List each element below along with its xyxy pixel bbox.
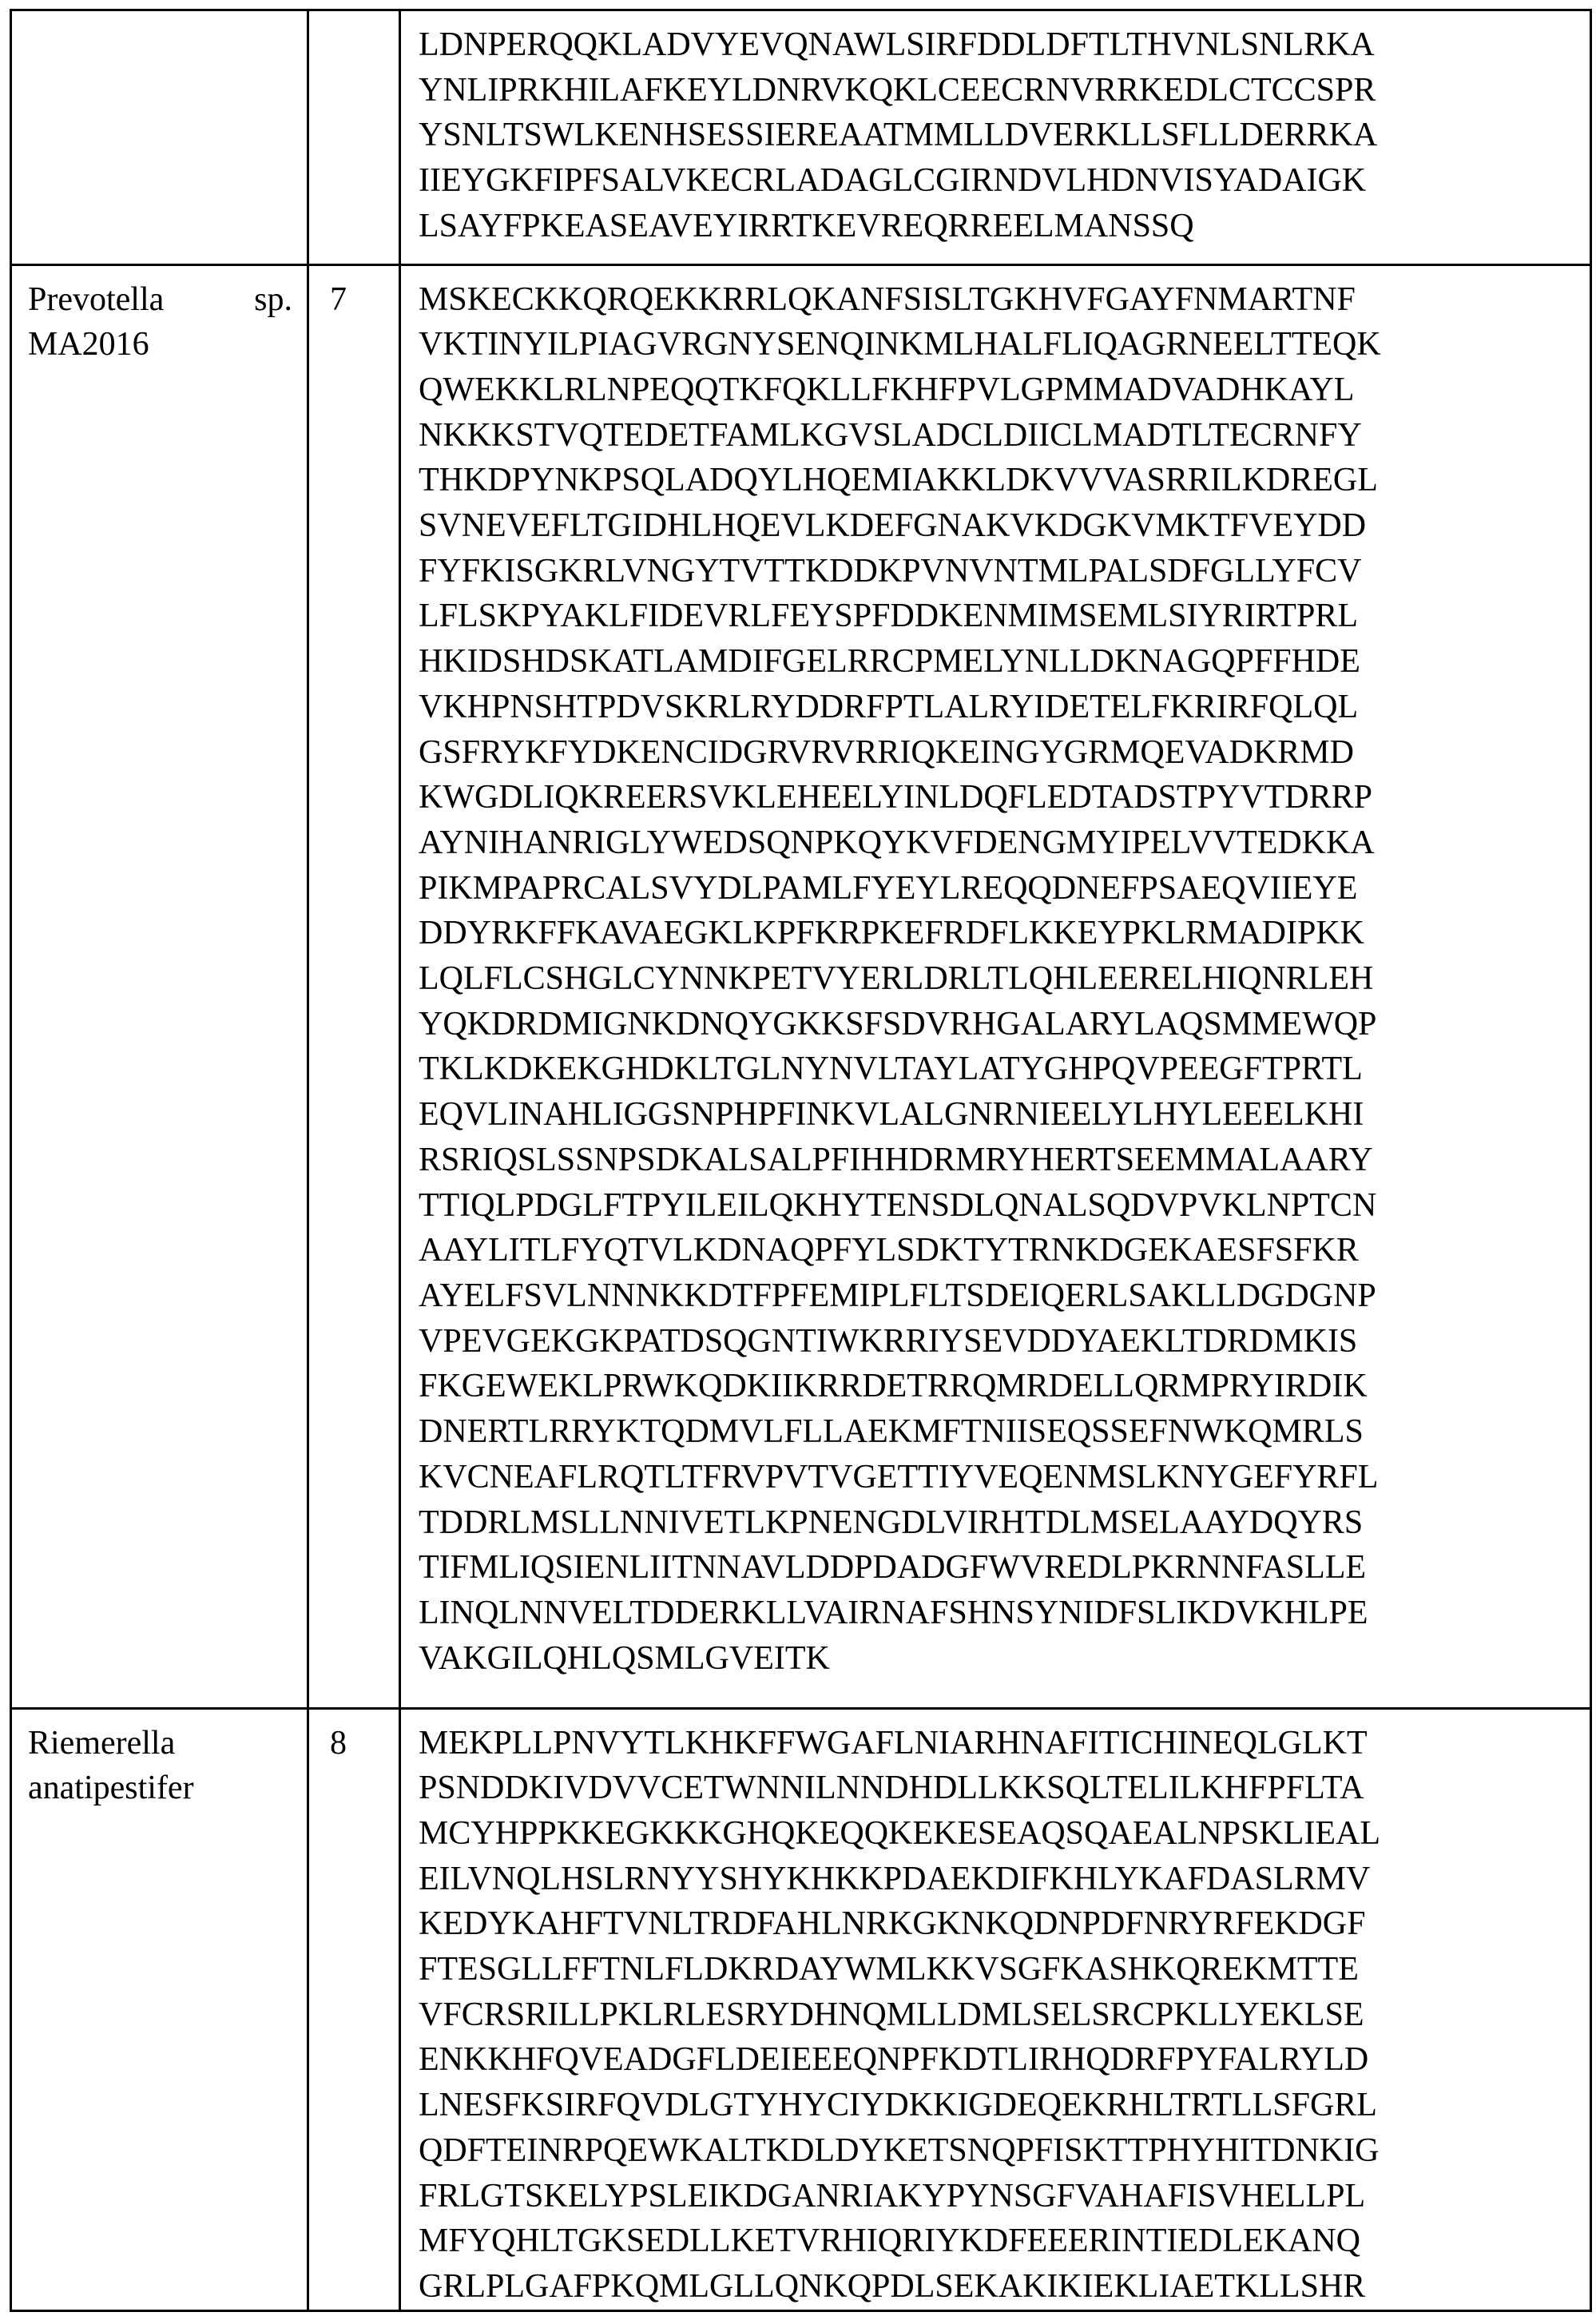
sequence-line: YQKDRDMIGNKDNQYGKKSFSDVRHGALARYLAQSMMEWQP [419,1002,1590,1047]
sequence-line: QDFTEINRPQEWKALTKDLDYKETSNQPFISKTTPHYHITDNKIG [419,2128,1590,2174]
sequence-line: AYNIHANRIGLYWEDSQNPKQYKVFDENGMYIPELVVTEDKKA [419,820,1590,866]
sequence-table [10,9,1592,2312]
table-row [11,1708,1591,2310]
table-row [11,264,1591,1708]
sequence-line: DNERTLRRYKTQDMVLFLLAEKMFTNIISEQSSEFNWKQMRLS [419,1409,1590,1455]
sequence-line: VKHPNSHTPDVSKRLRYDDRFPTLALRYIDETELFKRIRFQLQL [419,685,1590,730]
sequence-line: ENKKHFQVEADGFLDEIEEEQNPFKDTLIRHQDRFPYFALRYLD [419,2037,1590,2083]
sequence-line: QWEKKLRLNPEQQTKFQKLLFKHFPVLGPMMADVADHKAYL [419,367,1590,413]
sequence-line: FKGEWEKLPRWKQDKIIKRRDETRRQMRDELLQRMPRYIRDIK [419,1364,1590,1409]
seq-id-cell: 7 [308,264,400,1708]
sequence-line: DDYRKFFKAVAEGKLKPFKRPKEFRDFLKKEYPKLRMADIPKK [419,911,1590,956]
sequence-line: FTESGLLFFTNLFLDKRDAYWMLKKVSGFKASHKQREKMTTE [419,1947,1590,1992]
sequence-line: LQLFLCSHGLCYNNKPETVYERLDRLTLQHLEERELHIQNRLEH [419,956,1590,1002]
sequence-cell [400,264,1591,1708]
sequence-line: PIKMPAPRCALSVYDLPAMLFYEYLREQQDNEFPSAEQVIIEYE [419,866,1590,912]
sequence-line: THKDPYNKPSQLADQYLHQEMIAKKLDKVVVASRRILKDREGL [419,458,1590,503]
sequence-line: VPEVGEKGKPATDSQGNTIWKRRIYSEVDDYAEKLTDRDMKIS [419,1319,1590,1365]
sequence-line: MCYHPPKKEGKKKGHQKEQQKEKESEAQSQAEALNPSKLIEAL [419,1811,1590,1857]
sequence-line: YNLIPRKHILAFKEYLDNRVKQKLCEECRNVRRKEDLCTCCSPR [419,68,1590,113]
organism-cell [11,10,308,265]
sequence-cell [400,10,1591,265]
sequence-line: AYELFSVLNNNKKDTFPFEMIPLFLTSDEIQERLSAKLLDGDGNP [419,1273,1590,1319]
sequence-line: MSKECKKQRQEKKRRLQKANFSISLTGKHVFGAYFNMARTNF [419,277,1590,323]
sequence-line: IIEYGKFIPFSALVKECRLADAGLCGIRNDVLHDNVISYADAIGK [419,158,1590,204]
sequence-line: GRLPLGAFPKQMLGLLQNKQPDLSEKAKIKIEKLIAETKLLSHR [419,2264,1590,2310]
sequence-line: MFYQHLTGKSEDLLKETVRHIQRIYKDFEEERINTIEDLEKANQ [419,2219,1590,2264]
sequence-line: KWGDLIQKREERSVKLEHEELYINLDQFLEDTADSTPYVTDRRP [419,775,1590,820]
sequence-line: TKLKDKEKGHDKLTGLNYNVLTAYLATYGHPQVPEEGFTPRTL [419,1047,1590,1092]
sequence-line: YSNLTSWLKENHSESSIEREAATMMLLDVERKLLSFLLDERRKA [419,113,1590,158]
sequence-line: MEKPLLPNVYTLKHKFFWGAFLNIARHNAFITICHINEQLGLKT [419,1721,1590,1766]
seq-id-cell [308,10,400,265]
sequence-line: LNESFKSIRFQVDLGTYHYCIYDKKIGDEQEKRHLTRTLLSFGRL [419,2083,1590,2128]
sequence-line: LFLSKPYAKLFIDEVRLFEYSPFDDKENMIMSEMLSIYRIRTPRL [419,594,1590,639]
sequence-line: AAYLITLFYQTVLKDNAQPFYLSDKTYTRNKDGEKAESFSFKR [419,1228,1590,1273]
sequence-line: KVCNEAFLRQTLTFRVPVTVGETTIYVEQENMSLKNYGEFYRFL [419,1455,1590,1500]
sequence-line: NKKKSTVQTEDETFAMLKGVSLADCLDIICLMADTLTECRNFY [419,413,1590,459]
sequence-line: LSAYFPKEASEAVEYIRRTKEVREQRREELMANSSQ [419,204,1590,249]
sequence-line: VKTINYILPIAGVRGNYSENQINKMLHALFLIQAGRNEELTTEQK [419,322,1590,367]
sequence-line: TDDRLMSLLNNIVETLKPNENGDLVIRHTDLMSELAAYDQYRS [419,1500,1590,1546]
sequence-line: TIFMLIQSIENLIITNNAVLDDPDADGFWVREDLPKRNNFASLLE [419,1545,1590,1591]
sequence-line: VAKGILQHLQSMLGVEITK [419,1636,1590,1682]
sequence-line: FRLGTSKELYPSLEIKDGANRIAKYPYNSGFVAHAFISVHELLPL [419,2174,1590,2219]
sequence-line: FYFKISGKRLVNGYTVTTKDDKPVNVNTMLPALSDFGLLYFCV [419,549,1590,594]
sequence-cell [400,1708,1591,2310]
table-row [11,10,1591,265]
sequence-line: TTIQLPDGLFTPYILEILQKHYTENSDLQNALSQDVPVKLNPTCN [419,1183,1590,1229]
sequence-line: RSRIQSLSSNPSDKALSALPFIHHDRMRYHERTSEEMMALAARY [419,1138,1590,1183]
sequence-line: GSFRYKFYDKENCIDGRVRVRRIQKEINGYGRMQEVADKRMD [419,730,1590,776]
sequence-line: SVNEVEFLTGIDHLHQEVLKDEFGNAKVKDGKVMKTFVEYDD [419,503,1590,549]
sequence-line: VFCRSRILLPKLRLESRYDHNQMLLDMLSELSRCPKLLYEKLSE [419,1992,1590,2038]
sequence-line: KEDYKAHFTVNLTRDFAHLNRKGKNKQDNPDFNRYRFEKDGF [419,1901,1590,1947]
sequence-line: HKIDSHDSKATLAMDIFGELRRCPMELYNLLDKNAGQPFFHDE [419,639,1590,685]
organism-cell: Riemerella anatipestifer [11,1708,308,2310]
sequence-line: EQVLINAHLIGGSNPHPFINKVLALGNRNIEELYLHYLEEELKHI [419,1092,1590,1138]
sequence-line: LINQLNNVELTDDERKLLVAIRNAFSHNSYNIDFSLIKDVKHLPE [419,1591,1590,1636]
seq-id-cell: 8 [308,1708,400,2310]
sequence-line: LDNPERQQKLADVYEVQNAWLSIRFDDLDFTLTHVNLSNLRKA [419,22,1590,68]
sequence-line: EILVNQLHSLRNYYSHYKHKKPDAEKDIFKHLYKAFDASLRMV [419,1857,1590,1902]
sequence-line: PSNDDKIVDVVCETWNNILNNDHDLLKKSQLTELILKHFPFLTA [419,1766,1590,1811]
organism-cell: Prevotella sp. MA2016 [11,264,308,1708]
